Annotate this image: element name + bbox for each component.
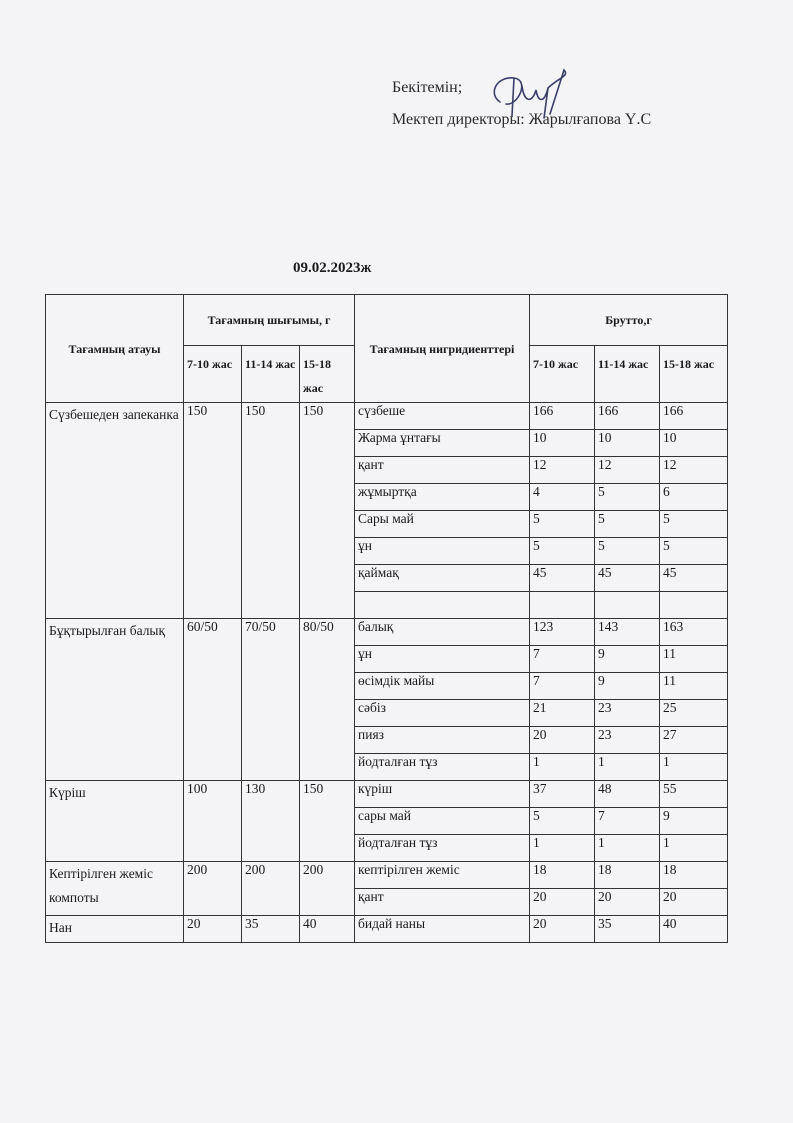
menu-table xyxy=(45,294,728,943)
brutto-value: 25 xyxy=(660,700,728,727)
dish-name: Бұқтырылған балық xyxy=(46,619,184,781)
brutto-value: 18 xyxy=(530,862,595,889)
brutto-value: 6 xyxy=(660,484,728,511)
brutto-value: 163 xyxy=(660,619,728,646)
dish-output: 70/50 xyxy=(242,619,300,781)
table-row xyxy=(46,781,728,808)
brutto-value: 20 xyxy=(530,916,595,943)
approval-title: Бекітемін; xyxy=(392,79,463,96)
dish-name: Кептірілген жеміс компоты xyxy=(46,862,184,916)
dish-name: Нан xyxy=(46,916,184,943)
brutto-value: 10 xyxy=(530,430,595,457)
brutto-value: 12 xyxy=(660,457,728,484)
ingredient-name: жұмыртқа xyxy=(355,484,530,511)
header-age: 15-18 жас xyxy=(300,346,355,403)
brutto-value: 5 xyxy=(530,538,595,565)
brutto-value: 5 xyxy=(660,511,728,538)
brutto-value: 123 xyxy=(530,619,595,646)
brutto-value: 27 xyxy=(660,727,728,754)
ingredient-name: ұн xyxy=(355,646,530,673)
brutto-value xyxy=(595,592,660,619)
brutto-value: 5 xyxy=(660,538,728,565)
header-ingredients: Тағамның нигридиенттері xyxy=(355,295,530,403)
brutto-value: 1 xyxy=(660,754,728,781)
ingredient-name: сәбіз xyxy=(355,700,530,727)
brutto-value: 9 xyxy=(595,673,660,700)
ingredient-name: балық xyxy=(355,619,530,646)
dish-output: 80/50 xyxy=(300,619,355,781)
ingredient-name: қант xyxy=(355,457,530,484)
brutto-value: 10 xyxy=(595,430,660,457)
header-age: 11-14 жас xyxy=(242,346,300,403)
brutto-value: 9 xyxy=(660,808,728,835)
dish-output: 150 xyxy=(300,781,355,862)
dish-name: Күріш xyxy=(46,781,184,862)
brutto-value: 166 xyxy=(660,403,728,430)
brutto-value: 45 xyxy=(595,565,660,592)
brutto-value: 20 xyxy=(530,727,595,754)
header-age: 15-18 жас xyxy=(660,346,728,403)
ingredient-name: Жарма ұнтағы xyxy=(355,430,530,457)
ingredient-name: қаймақ xyxy=(355,565,530,592)
brutto-value: 5 xyxy=(530,808,595,835)
brutto-value: 5 xyxy=(530,511,595,538)
brutto-value: 7 xyxy=(530,646,595,673)
header-brutto: Брутто,г xyxy=(530,295,728,346)
dish-output: 35 xyxy=(242,916,300,943)
brutto-value: 18 xyxy=(660,862,728,889)
brutto-value: 4 xyxy=(530,484,595,511)
header-age: 11-14 жас xyxy=(595,346,660,403)
dish-output: 60/50 xyxy=(184,619,242,781)
signature-icon xyxy=(478,64,578,124)
dish-output: 200 xyxy=(300,862,355,916)
ingredient-name: йодталған тұз xyxy=(355,835,530,862)
brutto-value: 11 xyxy=(660,646,728,673)
brutto-value: 7 xyxy=(595,808,660,835)
ingredient-name: бидай наны xyxy=(355,916,530,943)
table-row xyxy=(46,619,728,646)
table-row xyxy=(46,403,728,430)
brutto-value xyxy=(530,592,595,619)
header-dish-name: Тағамның атауы xyxy=(46,295,184,403)
brutto-value xyxy=(660,592,728,619)
brutto-value: 1 xyxy=(530,835,595,862)
dish-output: 130 xyxy=(242,781,300,862)
ingredient-name: йодталған тұз xyxy=(355,754,530,781)
header-output: Тағамның шығымы, г xyxy=(184,295,355,346)
dish-output: 150 xyxy=(300,403,355,619)
ingredient-name: өсімдік майы xyxy=(355,673,530,700)
dish-output: 40 xyxy=(300,916,355,943)
approval-director: Мектеп директоры: Жарылғапова Ү.С xyxy=(392,111,652,128)
brutto-value: 166 xyxy=(530,403,595,430)
ingredient-name: сүзбеше xyxy=(355,403,530,430)
brutto-value: 11 xyxy=(660,673,728,700)
brutto-value: 12 xyxy=(595,457,660,484)
brutto-value: 18 xyxy=(595,862,660,889)
brutto-value: 23 xyxy=(595,700,660,727)
brutto-value: 143 xyxy=(595,619,660,646)
brutto-value: 10 xyxy=(660,430,728,457)
brutto-value: 12 xyxy=(530,457,595,484)
ingredient-name: Сары май xyxy=(355,511,530,538)
brutto-value: 23 xyxy=(595,727,660,754)
dish-name: Сүзбешеден запеканка xyxy=(46,403,184,619)
header-age: 7-10 жас xyxy=(184,346,242,403)
brutto-value: 40 xyxy=(660,916,728,943)
brutto-value: 1 xyxy=(660,835,728,862)
document-date: 09.02.2023ж xyxy=(293,260,372,276)
ingredient-name: пияз xyxy=(355,727,530,754)
brutto-value: 48 xyxy=(595,781,660,808)
brutto-value: 20 xyxy=(660,889,728,916)
ingredient-name: қант xyxy=(355,889,530,916)
dish-output: 100 xyxy=(184,781,242,862)
brutto-value: 5 xyxy=(595,511,660,538)
brutto-value: 20 xyxy=(595,889,660,916)
brutto-value: 45 xyxy=(530,565,595,592)
brutto-value: 5 xyxy=(595,538,660,565)
brutto-value: 9 xyxy=(595,646,660,673)
dish-output: 150 xyxy=(242,403,300,619)
brutto-value: 20 xyxy=(530,889,595,916)
dish-output: 20 xyxy=(184,916,242,943)
ingredient-name: кептірілген жеміс xyxy=(355,862,530,889)
brutto-value: 1 xyxy=(530,754,595,781)
brutto-value: 21 xyxy=(530,700,595,727)
brutto-value: 166 xyxy=(595,403,660,430)
ingredient-name xyxy=(355,592,530,619)
brutto-value: 37 xyxy=(530,781,595,808)
brutto-value: 7 xyxy=(530,673,595,700)
table-row xyxy=(46,916,728,943)
brutto-value: 45 xyxy=(660,565,728,592)
header-age: 7-10 жас xyxy=(530,346,595,403)
ingredient-name: күріш xyxy=(355,781,530,808)
ingredient-name: ұн xyxy=(355,538,530,565)
brutto-value: 1 xyxy=(595,754,660,781)
brutto-value: 35 xyxy=(595,916,660,943)
ingredient-name: сары май xyxy=(355,808,530,835)
dish-output: 200 xyxy=(242,862,300,916)
dish-output: 200 xyxy=(184,862,242,916)
dish-output: 150 xyxy=(184,403,242,619)
brutto-value: 55 xyxy=(660,781,728,808)
table-row xyxy=(46,862,728,889)
brutto-value: 1 xyxy=(595,835,660,862)
brutto-value: 5 xyxy=(595,484,660,511)
